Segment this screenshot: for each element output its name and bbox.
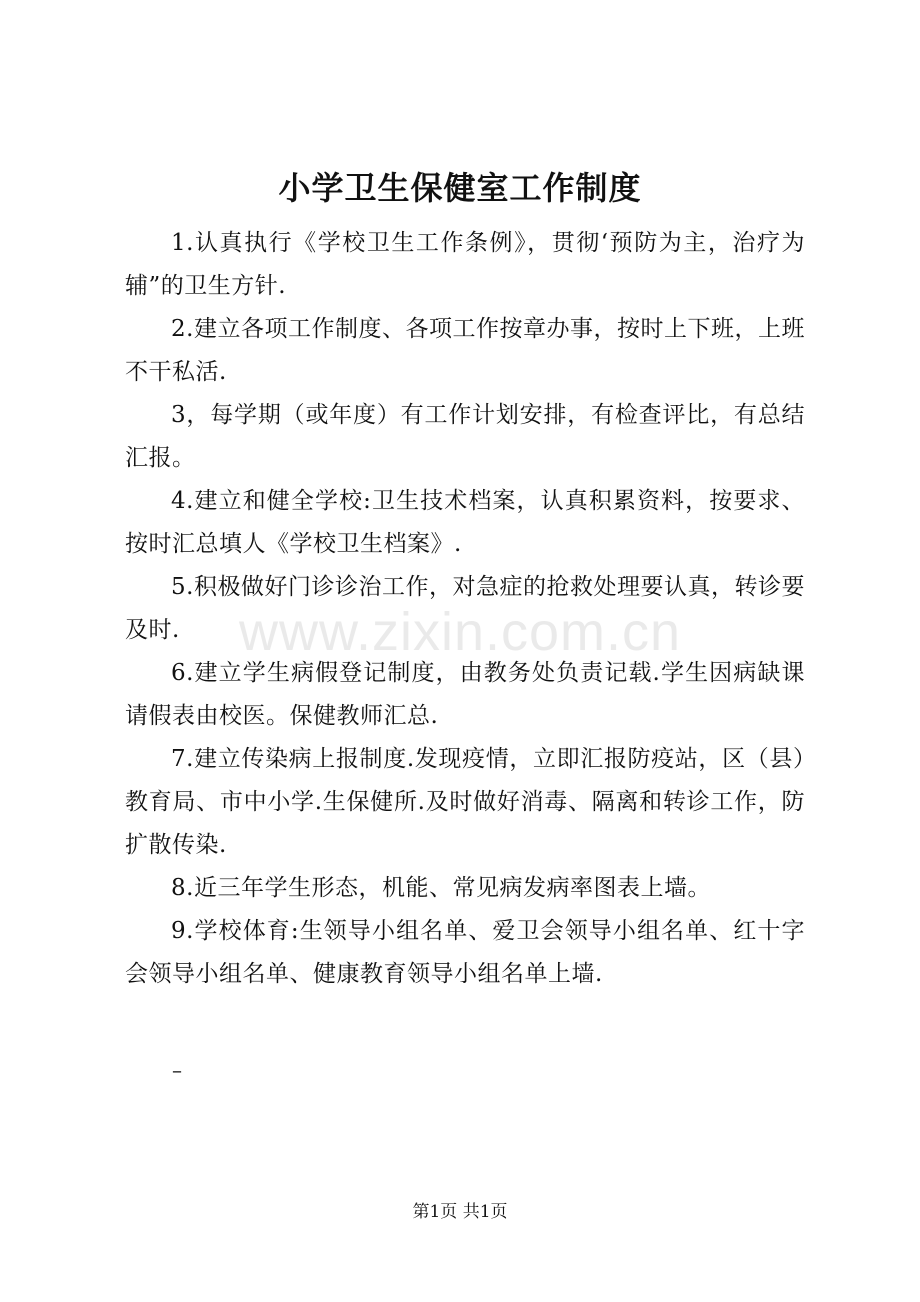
rule-paragraph-2: 2.建立各项工作制度、各项工作按章办事，按时上下班，上班不干私活. [125, 316, 805, 385]
document-title: 小学卫生保健室工作制度 [278, 169, 642, 207]
page-footer: 第1页 共1页 [412, 1202, 508, 1222]
trailing-mark: – [172, 1058, 182, 1082]
rule-paragraph-1: 1.认真执行《学校卫生工作条例》，贯彻‘预防为主，治疗为辅”的卫生方针. [125, 230, 805, 299]
watermark: www.zixin.com.cn [238, 602, 682, 662]
rule-paragraph-7: 7.建立传染病上报制度.发现疫情，立即汇报防疫站，区（县）教育局、市中小学.生保健所.及时做好消毒、隔离和转诊工作，防扩散传染. [125, 746, 805, 858]
rule-paragraph-5: 5.积极做好门诊诊治工作，对急症的抢救处理要认真，转诊要及时. [125, 574, 805, 643]
rule-paragraph-3: 3，每学期（或年度）有工作计划安排，有检查评比，有总结汇报。 [125, 402, 805, 471]
rule-paragraph-8: 8.近三年学生形态，机能、常见病发病率图表上墙。 [171, 875, 711, 901]
document-body [125, 222, 805, 996]
rule-paragraph-4: 4.建立和健全学校:卫生技术档案，认真积累资料，按要求、按时汇总填人《学校卫生档案》. [125, 488, 805, 557]
rule-paragraph-9: 9.学校体育:生领导小组名单、爱卫会领导小组名单、红十字会领导小组名单、健康教育领导小组名单上墙. [125, 918, 805, 987]
rule-paragraph-6: 6.建立学生病假登记制度，由教务处负责记载.学生因病缺课请假表由校医。保健教师汇总. [125, 660, 805, 729]
